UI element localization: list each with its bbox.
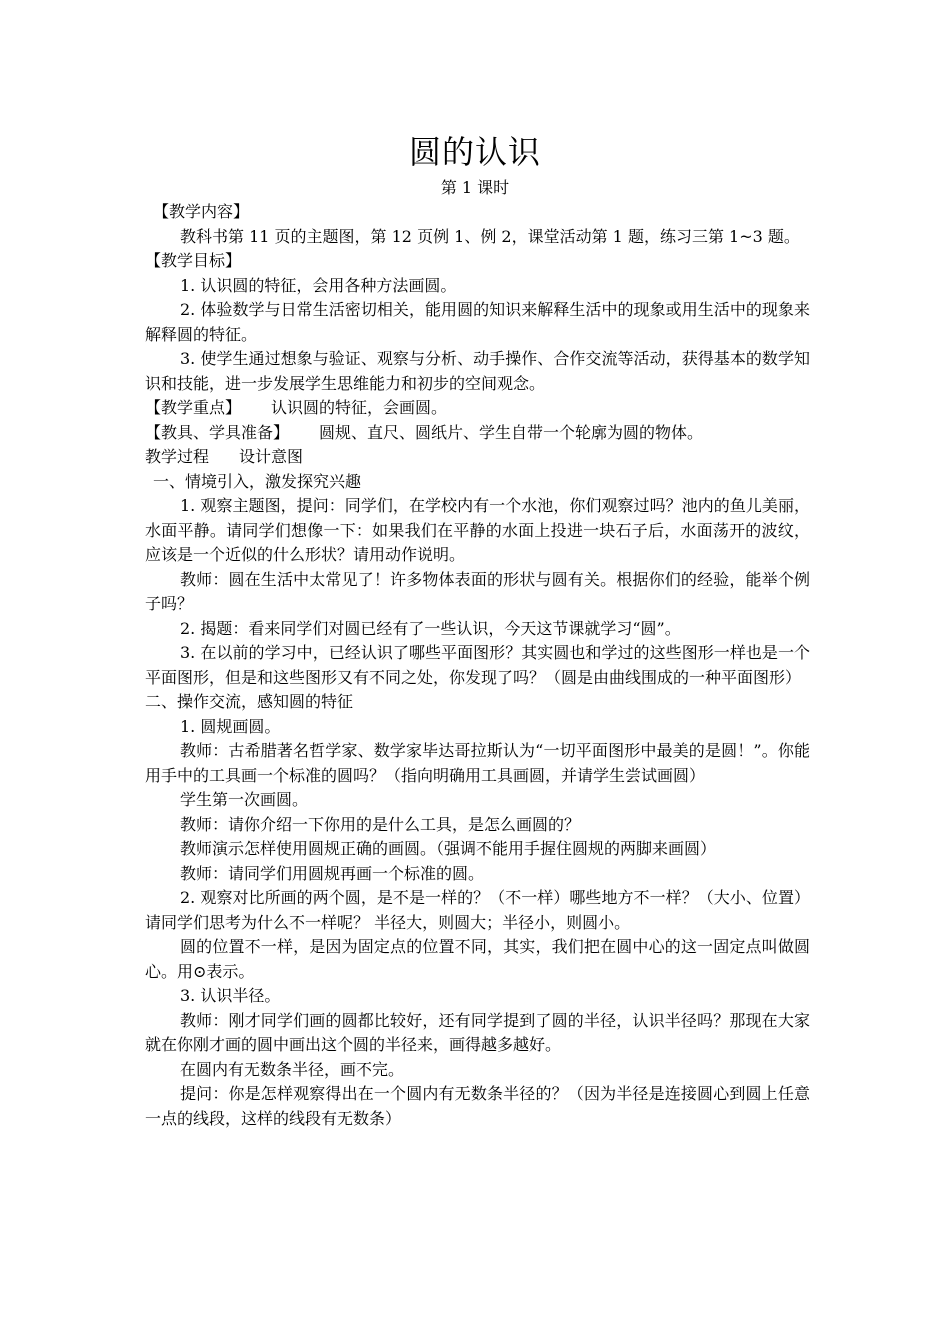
paragraph — [145, 1009, 810, 1058]
paragraph-text: 圆的位置不一样，是因为固定点的位置不同，其实，我们把在圆中心的这一固定点叫做圆心。用⊙表示。 — [145, 937, 810, 981]
paragraph-text: 教师演示怎样使用圆规正确的画圆。（强调不能用手握住圆规的两脚来画圆） — [180, 839, 717, 858]
paragraph-text: 教科书第 11 页的主题图，第 12 页例 1、例 2，课堂活动第 1 题，练习三第 1~3 题。 — [180, 226, 800, 246]
paragraph-text: 3. 在以前的学习中，已经认识了哪些平面图形？其实圆也和学过的这些图形一样也是一个平面图形，但是和这些图形又有不同之处，你发现了吗？（圆是由曲线围成的一种平面图形） — [145, 643, 810, 687]
paragraph — [145, 690, 810, 715]
paragraph — [145, 274, 810, 299]
paragraph — [145, 421, 810, 446]
paragraph — [145, 568, 810, 617]
paragraph — [145, 225, 810, 250]
paragraph-text: 2. 观察对比所画的两个圆，是不是一样的？（不一样）哪些地方不一样？（大小、位置）请同学们思考为什么不一样呢？ 半径大，则圆大；半径小，则圆小。 — [145, 888, 810, 932]
paragraph-text: 【教学内容】 — [153, 202, 250, 221]
paragraph-text: 2. 体验数学与日常生活密切相关，能用圆的知识来解释生活中的现象或用生活中的现象来解释圆的特征。 — [145, 300, 810, 344]
paragraph-text-secondary: 设计意图 — [239, 447, 304, 466]
paragraph — [145, 494, 810, 568]
paragraph-text: 教师：古希腊著名哲学家、数学家毕达哥拉斯认为“一切平面图形中最美的是圆！”。你能用手中的工具画一个标准的圆吗？（指向明确用工具画圆，并请学生尝试画圆） — [145, 741, 810, 785]
document-subtitle: 第 1 课时 — [440, 178, 510, 197]
paragraph — [145, 1058, 810, 1083]
paragraph-text: 教学过程 — [145, 447, 210, 466]
paragraph — [145, 347, 810, 396]
paragraph — [145, 641, 810, 690]
paragraph — [145, 788, 810, 813]
paragraph-text: 3. 使学生通过想象与验证、观察与分析、动手操作、合作交流等活动，获得基本的数学知识和技能，进一步发展学生思维能力和初步的空间观念。 — [145, 349, 810, 393]
paragraph-text: 教师：请同学们用圆规再画一个标准的圆。 — [180, 863, 485, 883]
paragraph-text: 【教具、学具准备】 — [145, 422, 290, 442]
paragraph-text: 【教学目标】 — [145, 251, 242, 270]
paragraph-text: 【教学重点】 — [145, 398, 242, 417]
paragraph — [145, 715, 810, 740]
paragraph-text-secondary: 认识圆的特征，会画圆。 — [271, 398, 448, 417]
paragraph-text: 教师：圆在生活中太常见了！许多物体表面的形状与圆有关。根据你们的经验，能举个例子吗？ — [145, 569, 810, 613]
paragraph — [145, 617, 810, 642]
paragraph — [145, 935, 810, 984]
paragraph — [145, 200, 810, 225]
paragraph-text: 二、操作交流，感知圆的特征 — [145, 692, 354, 711]
paragraph-text: 1. 认识圆的特征，会用各种方法画圆。 — [180, 275, 457, 295]
paragraph — [145, 298, 810, 347]
paragraph-text: 提问：你是怎样观察得出在一个圆内有无数条半径的？（因为半径是连接圆心到圆上任意一点的线段，这样的线段有无数条） — [145, 1084, 810, 1128]
paragraph-text: 教师：请你介绍一下你用的是什么工具，是怎么画圆的？ — [180, 814, 581, 834]
paragraph — [145, 886, 810, 935]
paragraph-text: 1. 圆规画圆。 — [180, 716, 281, 736]
paragraph-text: 学生第一次画圆。 — [180, 790, 309, 809]
paragraph — [145, 1082, 810, 1131]
paragraph — [145, 862, 810, 887]
paragraph-text: 2. 揭题：看来同学们对圆已经有了一些认识，今天这节课就学习“圆”。 — [180, 618, 681, 638]
paragraph-text: 一、情境引入，激发探究兴趣 — [153, 471, 362, 491]
paragraph — [145, 396, 810, 421]
paragraph-text: 3. 认识半径。 — [180, 986, 281, 1005]
paragraph — [145, 813, 810, 838]
paragraph — [145, 470, 810, 495]
paragraph — [145, 739, 810, 788]
paragraph-text: 在圆内有无数条半径，画不完。 — [180, 1059, 405, 1079]
paragraph — [145, 445, 810, 470]
paragraph-text-secondary: 圆规、直尺、圆纸片、学生自带一个轮廓为圆的物体。 — [319, 422, 704, 442]
document-title: 圆的认识 — [408, 133, 541, 171]
paragraph — [145, 249, 810, 274]
document-body — [145, 200, 810, 1131]
paragraph-text: 1. 观察主题图，提问：同学们，在学校内有一个水池，你们观察过吗？池内的鱼儿美丽，水面平静。请同学们想像一下：如果我们在平静的水面上投进一块石子后，水面荡开的波纹，应该是一个近似的什么形状？请用动作说明。 — [145, 496, 810, 564]
paragraph — [145, 984, 810, 1009]
paragraph — [145, 837, 810, 862]
paragraph-text: 教师：刚才同学们画的圆都比较好，还有同学提到了圆的半径，认识半径吗？那现在大家就在你刚才画的圆中画出这个圆的半径来，画得越多越好。 — [145, 1010, 810, 1054]
